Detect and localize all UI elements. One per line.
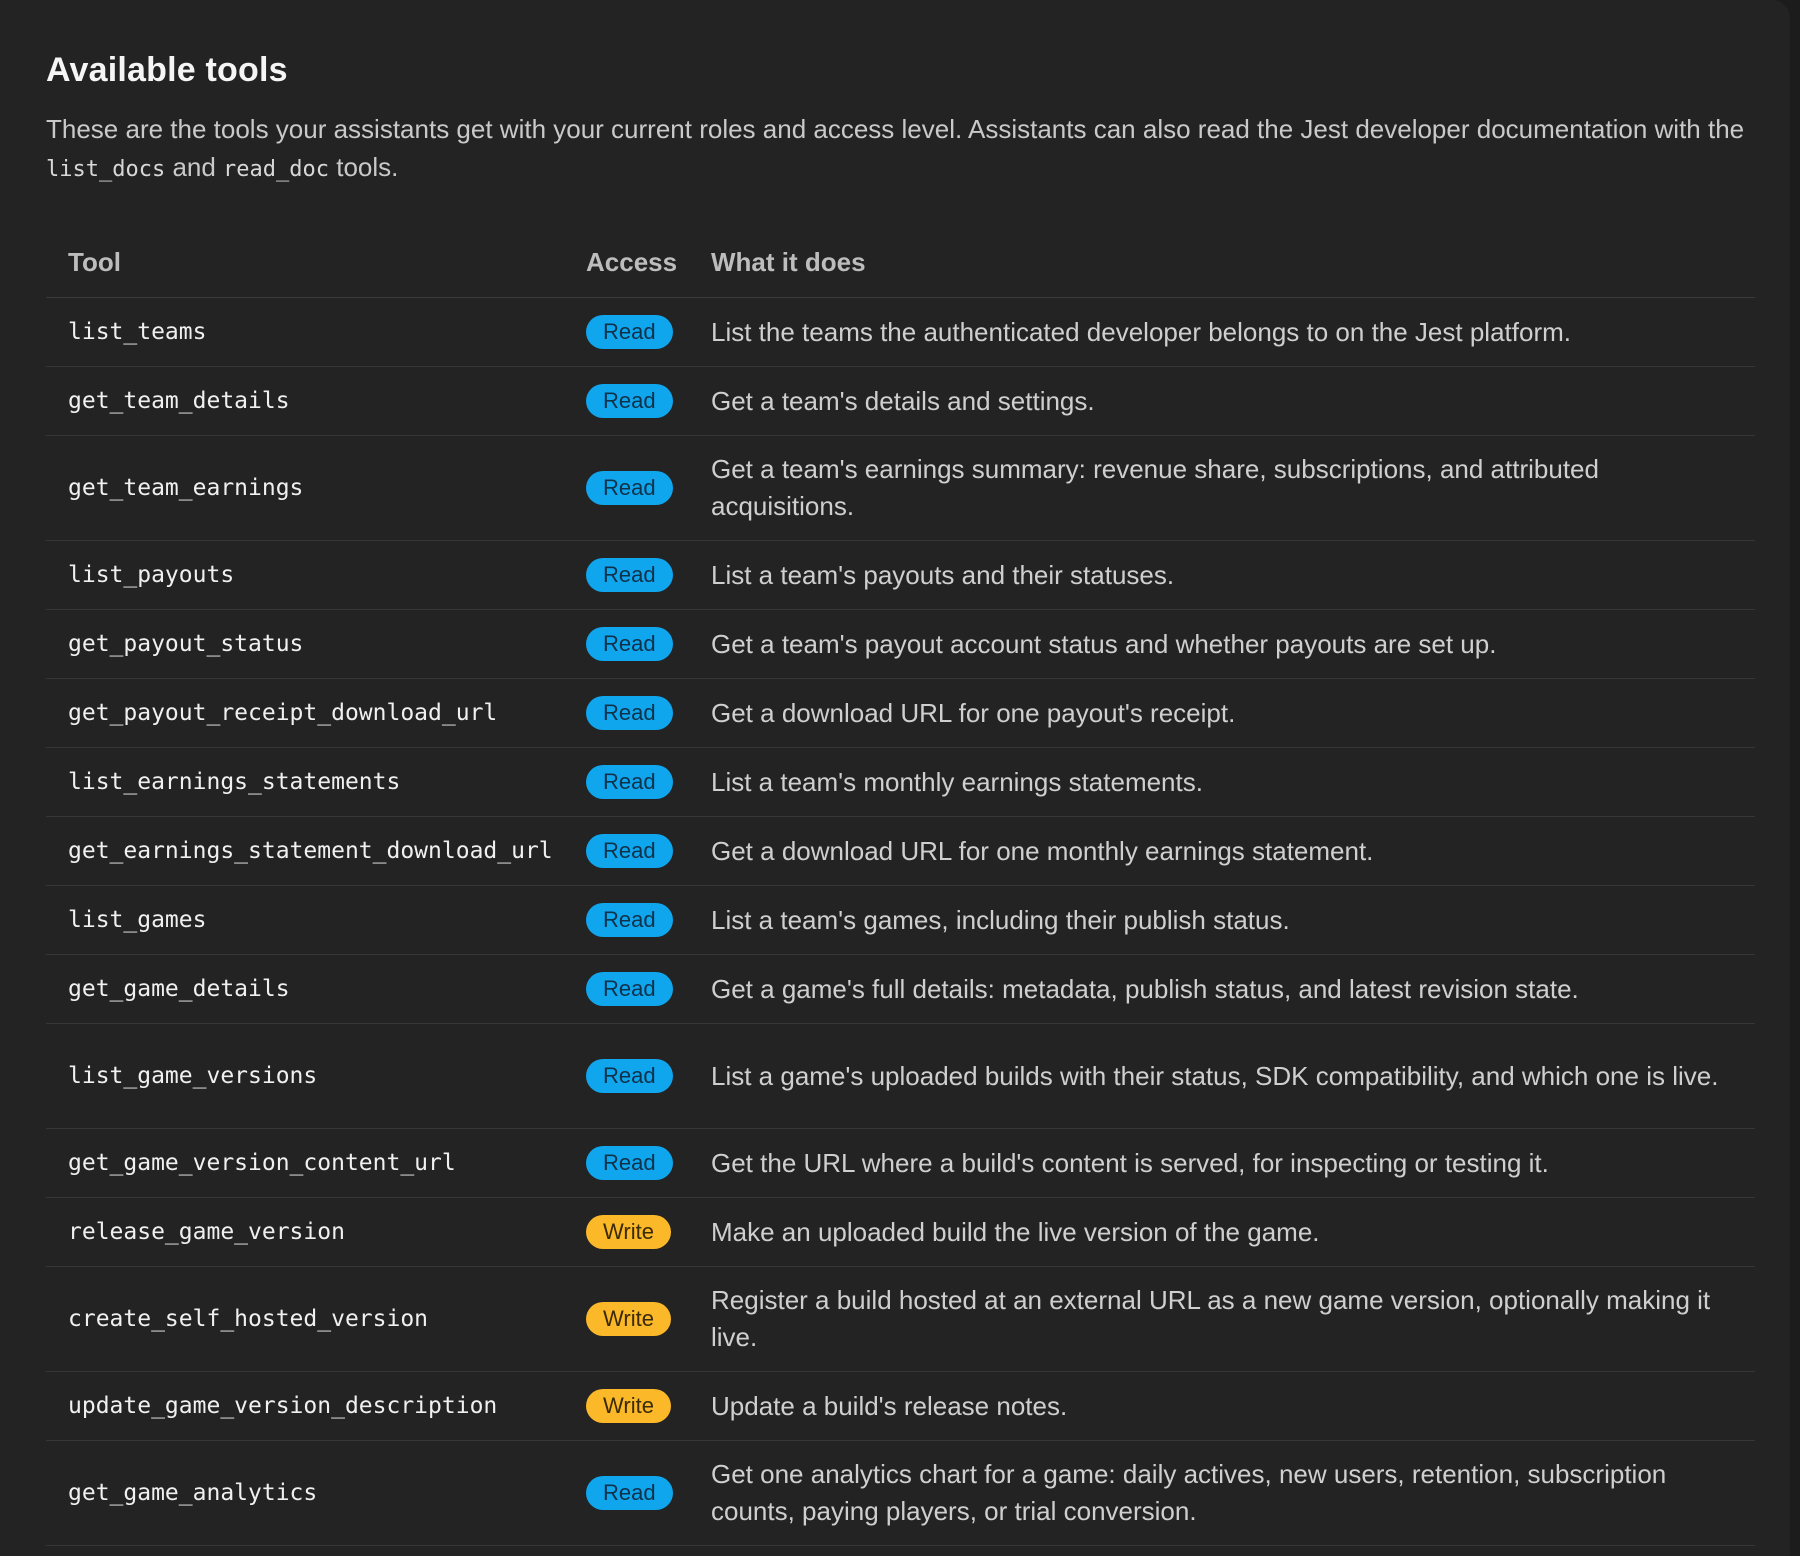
- tool-cell: [46, 367, 564, 436]
- read-access-badge: Read: [586, 627, 673, 661]
- access-cell: [564, 436, 689, 541]
- table-row: [46, 298, 1755, 367]
- tool-cell: [46, 1198, 564, 1267]
- tool-cell: [46, 679, 564, 748]
- description-cell: [689, 298, 1755, 367]
- description-cell: [689, 1372, 1755, 1441]
- tool-description: List a team's monthly earnings statements.: [711, 766, 1203, 797]
- description-cell: [689, 610, 1755, 679]
- read-access-badge: Read: [586, 315, 673, 349]
- read-access-badge: Read: [586, 696, 673, 730]
- access-cell: [564, 1129, 689, 1198]
- tool-description: Get a game's full details: metadata, publish status, and latest revision state.: [711, 973, 1579, 1004]
- tool-description: Get a team's payout account status and whether payouts are set up.: [711, 628, 1497, 659]
- tool-name: create_self_hosted_version: [68, 1306, 429, 1332]
- tool-name: get_payout_status: [68, 631, 304, 657]
- tool-description: List the teams the authenticated developer belongs to on the Jest platform.: [711, 316, 1571, 347]
- tool-cell: [46, 886, 564, 955]
- tool-description: Update a build's release notes.: [711, 1390, 1068, 1421]
- access-cell: [564, 610, 689, 679]
- tool-description: Get the URL where a build's content is served, for inspecting or testing it.: [711, 1147, 1549, 1178]
- tool-name: get_team_earnings: [68, 475, 304, 501]
- tool-cell: [46, 817, 564, 886]
- read-access-badge: Read: [586, 1146, 673, 1180]
- tool-name: list_earnings_statements: [68, 769, 401, 795]
- access-cell: [564, 541, 689, 610]
- table-row: [46, 436, 1755, 541]
- access-cell: [564, 886, 689, 955]
- access-cell: [564, 367, 689, 436]
- access-cell: [564, 679, 689, 748]
- access-cell: [564, 817, 689, 886]
- table-row: [46, 886, 1755, 955]
- read-access-badge: Read: [586, 558, 673, 592]
- description-cell: [689, 955, 1755, 1024]
- access-cell: [564, 1267, 689, 1372]
- access-cell: [564, 1441, 689, 1546]
- tool-cell: [46, 298, 564, 367]
- access-cell: [564, 748, 689, 817]
- tool-name: list_payouts: [68, 562, 235, 588]
- tools-table-body: [46, 298, 1755, 1546]
- tool-name: get_game_analytics: [68, 1480, 318, 1506]
- tool-cell: [46, 1267, 564, 1372]
- write-access-badge: Write: [586, 1302, 671, 1336]
- tool-name: update_game_version_description: [68, 1393, 498, 1419]
- access-cell: [564, 1372, 689, 1441]
- tool-name: list_game_versions: [68, 1063, 318, 1089]
- tool-cell: [46, 748, 564, 817]
- tool-description: List a game's uploaded builds with their status, SDK compatibility, and which one is live.: [711, 1060, 1719, 1091]
- table-row: [46, 1267, 1755, 1372]
- table-row: [46, 1441, 1755, 1546]
- tool-description: List a team's payouts and their statuses.: [711, 559, 1175, 590]
- tool-name: list_teams: [68, 319, 207, 345]
- tool-name: get_game_version_content_url: [68, 1150, 456, 1176]
- table-row: [46, 1129, 1755, 1198]
- read-access-badge: Read: [586, 1059, 673, 1093]
- write-access-badge: Write: [586, 1389, 671, 1423]
- page-title: Available tools: [46, 51, 288, 89]
- tool-description: Make an uploaded build the live version of the game.: [711, 1216, 1320, 1247]
- tool-cell: [46, 610, 564, 679]
- read-access-badge: Read: [586, 1476, 673, 1510]
- table-row: [46, 541, 1755, 610]
- read-access-badge: Read: [586, 903, 673, 937]
- write-access-badge: Write: [586, 1215, 671, 1249]
- description-cell: [689, 886, 1755, 955]
- tools-table: [46, 227, 1755, 1546]
- access-cell: [564, 1024, 689, 1129]
- list-docs-code: list_docs: [46, 157, 166, 182]
- description-cell: [689, 541, 1755, 610]
- tool-name: get_earnings_statement_download_url: [68, 838, 553, 864]
- tool-cell: [46, 541, 564, 610]
- read-access-badge: Read: [586, 765, 673, 799]
- tool-cell: [46, 1024, 564, 1129]
- table-row: [46, 367, 1755, 436]
- description-cell: [689, 817, 1755, 886]
- description-cell: [689, 679, 1755, 748]
- tool-name: get_game_details: [68, 976, 290, 1002]
- tool-name: list_games: [68, 907, 207, 933]
- table-header-row: [46, 227, 1755, 298]
- tool-description: Get a download URL for one monthly earnings statement.: [711, 835, 1374, 866]
- description-cell: [689, 1267, 1755, 1372]
- intro-text: [46, 110, 1766, 189]
- table-row: [46, 1024, 1755, 1129]
- table-row: [46, 679, 1755, 748]
- tool-description: Get one analytics chart for a game: daily actives, new users, retention, subscription counts, paying players, or trial conversion.: [711, 1459, 1667, 1526]
- tool-name: get_payout_receipt_download_url: [68, 700, 498, 726]
- tool-cell: [46, 436, 564, 541]
- tool-description: Get a download URL for one payout's receipt.: [711, 697, 1236, 728]
- tool-cell: [46, 955, 564, 1024]
- description-cell: [689, 1198, 1755, 1267]
- table-row: [46, 610, 1755, 679]
- description-cell: [689, 436, 1755, 541]
- header-what-it-does: What it does: [689, 227, 1755, 298]
- tool-cell: [46, 1129, 564, 1198]
- intro-part-2: and: [165, 152, 224, 182]
- tool-description: Register a build hosted at an external URL as a new game version, optionally making it live.: [711, 1285, 1711, 1352]
- description-cell: [689, 1441, 1755, 1546]
- access-cell: [564, 1198, 689, 1267]
- intro-part-3: tools.: [329, 152, 399, 182]
- access-cell: [564, 298, 689, 367]
- description-cell: [689, 1129, 1755, 1198]
- description-cell: [689, 748, 1755, 817]
- tool-cell: [46, 1372, 564, 1441]
- table-row: [46, 955, 1755, 1024]
- header-access: Access: [564, 227, 689, 298]
- read-access-badge: Read: [586, 972, 673, 1006]
- intro-part-1: These are the tools your assistants get with your current roles and access level. Assistants can also read the Jest developer documentation with the: [46, 114, 1745, 144]
- tool-description: List a team's games, including their publish status.: [711, 904, 1290, 935]
- header-tool: Tool: [46, 227, 564, 298]
- read-access-badge: Read: [586, 471, 673, 505]
- table-row: [46, 1372, 1755, 1441]
- table-row: [46, 748, 1755, 817]
- read-doc-code: read_doc: [223, 157, 330, 182]
- tool-description: Get a team's earnings summary: revenue share, subscriptions, and attributed acquisitions.: [711, 454, 1599, 521]
- read-access-badge: Read: [586, 834, 673, 868]
- tool-name: get_team_details: [68, 388, 290, 414]
- description-cell: [689, 367, 1755, 436]
- description-cell: [689, 1024, 1755, 1129]
- table-row: [46, 1198, 1755, 1267]
- access-cell: [564, 955, 689, 1024]
- read-access-badge: Read: [586, 384, 673, 418]
- tool-cell: [46, 1441, 564, 1546]
- tool-description: Get a team's details and settings.: [711, 385, 1095, 416]
- tool-name: release_game_version: [68, 1219, 345, 1245]
- table-row: [46, 817, 1755, 886]
